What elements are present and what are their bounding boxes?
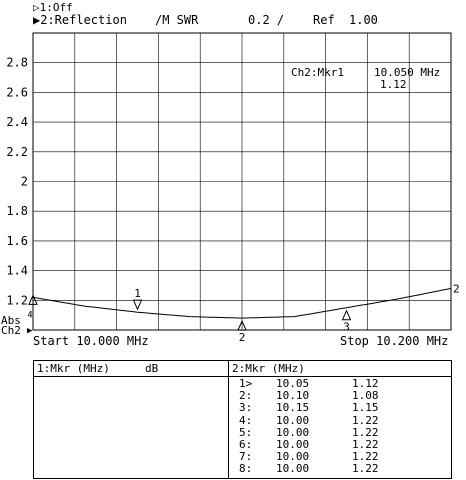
marker-readout-value: 1.12 [380,78,407,91]
y-tick-label: 2.8 [6,55,28,70]
marker-readout-freq: 10.050 MHz [374,66,441,79]
y-tick-label: 1.4 [6,263,28,278]
marker-row-val: 1.15 [352,401,379,415]
abs-label: Abs [1,314,21,327]
left-header-col2: dB [145,362,159,375]
marker-row-val: 1.08 [352,389,379,403]
marker-row-freq: 10.05 [276,377,310,390]
channel-1-status: ▷1:Off [33,1,73,14]
stop-frequency: Stop 10.200 MHz [340,334,449,348]
channel-label: Ch2 [1,324,21,337]
marker-1-icon [134,300,142,309]
trace-end-label: 2 [453,282,460,296]
marker-row-idx: 8: [239,462,253,476]
marker-row-freq: 10.00 [276,425,310,439]
marker-row-idx: 5: [239,425,253,439]
marker-row-idx: 1> [239,377,253,390]
ref-pointer-icon: ▶ [27,326,33,336]
marker-row-idx: 6: [239,438,253,451]
marker-row-freq: 10.00 [276,462,310,476]
marker-row-idx: 4: [239,413,253,427]
marker-row-val: 1.22 [352,425,379,439]
marker-row-idx: 2: [239,389,253,403]
start-frequency: Start 10.000 MHz [33,334,149,348]
y-tick-label: 1.8 [6,204,28,219]
marker-row-freq: 10.00 [276,450,310,464]
marker-row-val: 1.22 [352,438,379,451]
ref-marker-label: 4 [27,310,33,321]
y-tick-label: 2.6 [6,85,28,100]
marker-row-val: 1.22 [352,413,379,427]
marker-2-label: 2 [238,331,246,345]
ref-value: 1.00 [349,13,378,27]
marker-row-freq: 10.00 [276,413,310,427]
marker-table [33,360,452,479]
left-header-col1: 1:Mkr (MHz) [37,362,110,375]
y-tick-label: 1.2 [6,293,28,308]
marker-row-val: 1.22 [352,450,379,464]
right-header: 2:Mkr (MHz) [232,362,305,375]
marker-3-label: 3 [343,320,350,334]
format-label: /M SWR [155,13,199,27]
y-tick-label: 2.4 [6,115,28,130]
scale-label: 0.2 / [248,13,285,27]
channel-2-status: ▶2:Reflection [33,13,127,27]
marker-row-freq: 10.10 [276,389,310,403]
ref-label: Ref [313,13,335,27]
marker-row-freq: 10.00 [276,438,310,451]
marker-row-idx: 7: [239,450,253,464]
y-tick-label: 2 [20,174,28,189]
marker-row-idx: 3: [239,401,253,415]
y-tick-labels [6,56,28,308]
marker-readout-label: Ch2:Mkr1 [291,66,344,79]
y-tick-label: 2.2 [6,144,28,159]
marker-1-label: 1 [134,287,141,301]
y-tick-label: 1.6 [6,233,28,248]
marker-3-icon [343,311,351,320]
marker-row-val: 1.12 [352,377,379,390]
marker-row-val: 1.22 [352,462,379,476]
marker-row-freq: 10.15 [276,401,310,415]
